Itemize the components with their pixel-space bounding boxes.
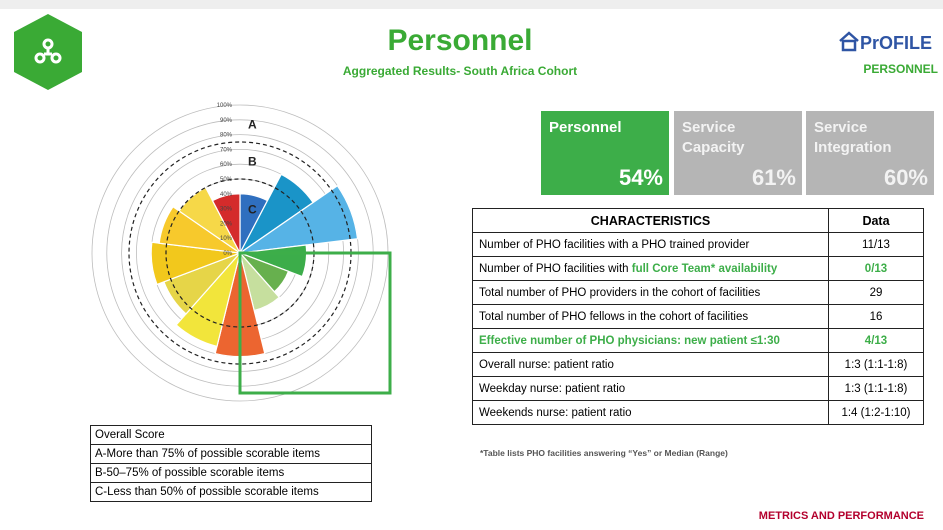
table-row	[473, 377, 924, 401]
row-value: 1:3 (1:1-1:8)	[829, 353, 924, 377]
polar-area-chart	[90, 100, 400, 405]
puzzle-icon	[8, 12, 88, 92]
table-row	[473, 305, 924, 329]
tick-label: 20%	[219, 221, 232, 228]
row-value: 16	[829, 305, 924, 329]
logo-subtitle: PERSONNEL	[863, 62, 938, 76]
row-value: 0/13	[829, 257, 924, 281]
row-label: Effective number of PHO physicians: new patient ≤1:30	[473, 329, 829, 353]
characteristics-table	[472, 208, 924, 425]
header-data: Data	[829, 209, 924, 233]
header-characteristics: CHARACTERISTICS	[473, 209, 829, 233]
table-row	[473, 233, 924, 257]
row-label: Number of PHO facilities with a PHO trained provider	[473, 233, 829, 257]
row-value: 1:3 (1:1-1:8)	[829, 377, 924, 401]
row-value: 1:4 (1:2-1:10)	[829, 401, 924, 425]
tick-label: 90%	[219, 117, 232, 124]
row-label-highlight: full Core Team* availability	[631, 262, 778, 275]
score-legend	[90, 425, 372, 502]
zone-label-b: B	[248, 154, 257, 169]
tick-label: 50%	[219, 177, 232, 183]
table-row	[473, 281, 924, 305]
card-label: Personnel	[549, 119, 622, 136]
card-value: 61%	[751, 165, 796, 190]
tick-label: 0%	[223, 251, 232, 257]
table-row	[473, 353, 924, 377]
tick-label: 60%	[219, 162, 232, 169]
zone-label-a: A	[248, 117, 257, 132]
logo-text: PrOFILE	[860, 33, 933, 52]
legend-title: Overall Score	[91, 426, 372, 445]
row-label: Weekday nurse: patient ratio	[473, 377, 829, 401]
table-row	[473, 329, 924, 353]
legend-item-c: C-Less than 50% of possible scorable items	[91, 483, 372, 502]
row-label: Overall nurse: patient ratio	[473, 353, 829, 377]
footer-label: METRICS AND PERFORMANCE	[758, 510, 924, 522]
tick-label: 30%	[219, 206, 232, 213]
row-value: 11/13	[829, 233, 924, 257]
tick-label: 70%	[219, 147, 232, 154]
row-label	[473, 257, 829, 281]
tick-label: 10%	[219, 236, 232, 243]
page-subtitle: Aggregated Results- South Africa Cohort	[342, 64, 578, 78]
card-service-capacity	[674, 111, 802, 195]
row-value: 4/13	[829, 329, 924, 353]
row-label: Total number of PHO fellows in the cohort of facilities	[473, 305, 829, 329]
card-value: 60%	[883, 165, 928, 190]
zone-label-c: C	[248, 202, 257, 217]
row-label: Weekends nurse: patient ratio	[473, 401, 829, 425]
table-row	[473, 257, 924, 281]
tick-label: 80%	[219, 132, 232, 139]
card-value: 54%	[618, 165, 663, 190]
table-row	[473, 401, 924, 425]
row-label: Total number of PHO providers in the cohort of facilities	[473, 281, 829, 305]
profile-logo	[838, 30, 938, 52]
row-label-text: Number of PHO facilities with	[479, 262, 632, 275]
top-bar	[0, 0, 943, 9]
page-title: Personnel	[387, 24, 533, 57]
legend-item-b: B-50–75% of possible scorable items	[91, 464, 372, 483]
tick-label: 40%	[219, 191, 232, 198]
tick-label: 100%	[216, 103, 232, 109]
card-personnel	[541, 111, 669, 195]
polar-chart-svg	[90, 100, 400, 405]
card-label: Service Integration	[814, 119, 892, 156]
card-label: Service Capacity	[682, 119, 745, 156]
table-footnote: *Table lists PHO facilities answering “Yes” or Median (Range)	[480, 448, 728, 458]
legend-item-a: A-More than 75% of possible scorable items	[91, 445, 372, 464]
row-value: 29	[829, 281, 924, 305]
card-service-integration	[806, 111, 934, 195]
table-header-row	[473, 209, 924, 233]
